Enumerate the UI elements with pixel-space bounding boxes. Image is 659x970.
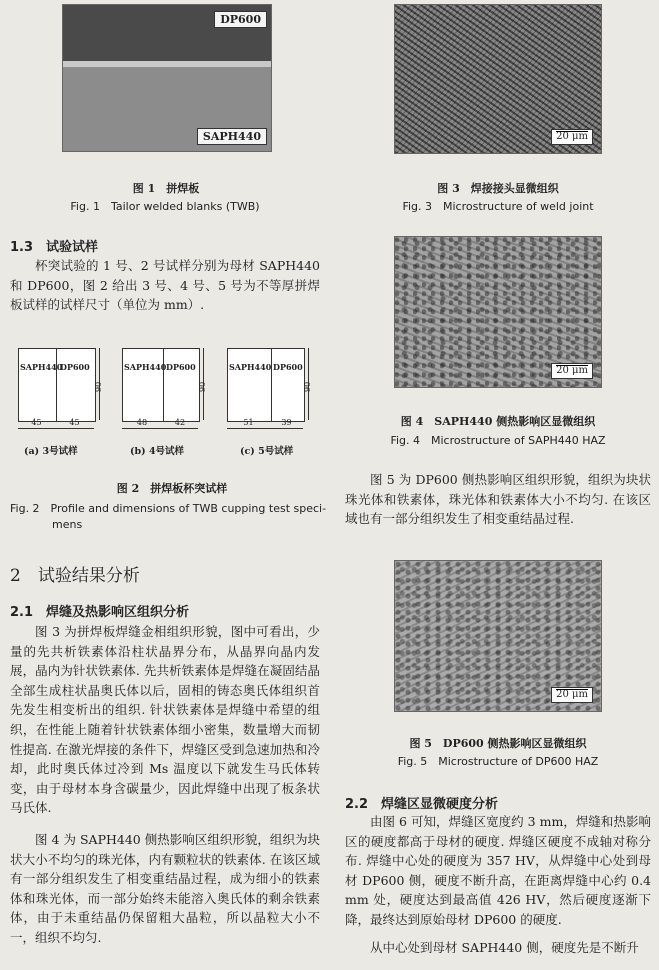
fig4-caption-cn: 图 4 SAPH440 侧热影响区显微组织 — [400, 415, 596, 428]
section-2-2-heading: 2.2 焊缝区显微硬度分析 — [345, 797, 499, 812]
fig2a-left-label: SAPH440 — [20, 362, 63, 372]
fig1-caption-en: Fig. 1 Tailor welded blanks (TWB) — [70, 200, 260, 213]
fig3-caption-en: Fig. 3 Microstructure of weld joint — [402, 200, 594, 213]
fig3-image — [394, 4, 602, 154]
fig2c-subcaption: (c) 5号试样 — [240, 446, 294, 457]
fig5-scale-bar: 20 μm — [551, 687, 593, 703]
fig2b-height: 90 — [198, 381, 207, 392]
fig2a-dim-right: 45 — [69, 418, 80, 427]
fig1-caption-cn: 图 1 拼焊板 — [132, 182, 200, 195]
section-2-2-para1: 由图 6 可知，焊缝区宽度约 3 mm，焊缝和热影响区的硬度都高于母材的硬度. 焊缝区硬度不成轴对称分布. 焊缝中心处的硬度为 357 HV，从焊缝中心处到母材 DP600 侧，硬度不断升高，在距离焊缝中心约 0.4 mm 处，硬度达到最高值 426 HV，然后硬度逐渐下降，最终达到原始母材 DP600 的硬度. — [345, 814, 651, 927]
fig2c-right-label: DP600 — [273, 362, 303, 372]
fig4-image — [394, 236, 602, 388]
fig1-label-dp600: DP600 — [214, 11, 267, 28]
fig2-caption-en-line2: mens — [52, 518, 83, 531]
fig2b-dim-left: 48 — [136, 418, 148, 427]
section-1-3-heading: 1.3 试验试样 — [10, 240, 99, 255]
fig1-image — [62, 4, 272, 152]
fig2b-dim-right: 42 — [174, 418, 186, 427]
fig2b-left-label: SAPH440 — [124, 362, 167, 372]
section-2-1-heading: 2.1 焊缝及热影响区组织分析 — [10, 605, 190, 620]
fig2a-height: 90 — [94, 381, 103, 392]
fig2a-dim-left: 45 — [31, 418, 42, 427]
fig2c-dim-left: 51 — [243, 418, 254, 427]
fig3-caption-cn: 图 3 焊接接头显微组织 — [437, 182, 559, 195]
fig2b-subcaption: (b) 4号试样 — [130, 446, 185, 457]
fig2c-dim-right: 39 — [281, 418, 292, 427]
fig1-label-saph440: SAPH440 — [197, 128, 267, 145]
fig5-caption-cn: 图 5 DP600 侧热影响区显微组织 — [409, 737, 587, 750]
fig2-caption-en-line1: Fig. 2 Profile and dimensions of TWB cupping test speci- — [10, 502, 327, 515]
section-2-2-para2: 从中心处到母材 SAPH440 侧，硬度先是不断升 — [370, 940, 639, 955]
fig2-caption-cn: 图 2 拼焊板杯突试样 — [116, 482, 228, 495]
fig4-scale-bar: 20 μm — [551, 363, 593, 379]
section-2-heading: 2 试验结果分析 — [10, 566, 140, 586]
fig2c-height: 90 — [303, 381, 312, 392]
fig5-image — [394, 560, 602, 712]
fig5-intro-paragraph: 图 5 为 DP600 侧热影响区组织形貌，组织为块状珠光体和铁素体，珠光体和铁素体大小不均匀. 在该区域也有一部分组织发生了相变重结晶过程. — [345, 472, 651, 527]
section-1-3-text: 杯突试验的 1 号、2 号试样分别为母材 SAPH440 和 DP600，图 2 给出 3 号、4 号、5 号为不等厚拼焊板试样的试样尺寸（单位为 mm）. — [10, 258, 320, 313]
fig2b-right-label: DP600 — [166, 362, 196, 372]
fig2a-subcaption: (a) 3号试样 — [24, 446, 78, 457]
fig4-caption-en: Fig. 4 Microstructure of SAPH440 HAZ — [390, 434, 606, 447]
fig2c-left-label: SAPH440 — [229, 362, 272, 372]
fig5-caption-en: Fig. 5 Microstructure of DP600 HAZ — [397, 755, 599, 768]
section-2-1-para1: 图 3 为拼焊板焊缝金相组织形貌，图中可看出，少量的先共析铁素体沿柱状晶界分布，从晶界向晶内发展，晶内为针状铁素体. 先共析铁素体是焊缝在凝固结晶全部生成柱状晶奥氏体以后，固相的铸态奥氏体组织首先发生相变析出的组织. 针状铁素体是焊缝中希望的组织，在性能上随着针状铁素体细小密集，数量增大而韧性提高. 在激光焊接的条件下，焊缝区受到急速加热和冷却，此时奥氏体过冷到 Ms 温度以下就发生马氏体转变，由于母材本身含碳量少，因此焊缝中出现了板条状马氏体. — [10, 624, 320, 816]
section-2-1-para2: 图 4 为 SAPH440 侧热影响区组织形貌，组织为块状大小不均匀的珠光体，内有颗粒状的铁素体. 在该区域有一部分组织发生了相变重结晶过程，成为细小的铁素体和珠光体，而一部分始终未能溶入奥氏体的剩余铁素体，由于未重结晶仍保留粗大晶粒，所以晶粒大小不一，组织不均匀. — [10, 832, 320, 945]
fig3-scale-bar: 20 μm — [551, 129, 593, 145]
fig2a-right-label: DP600 — [60, 362, 90, 372]
